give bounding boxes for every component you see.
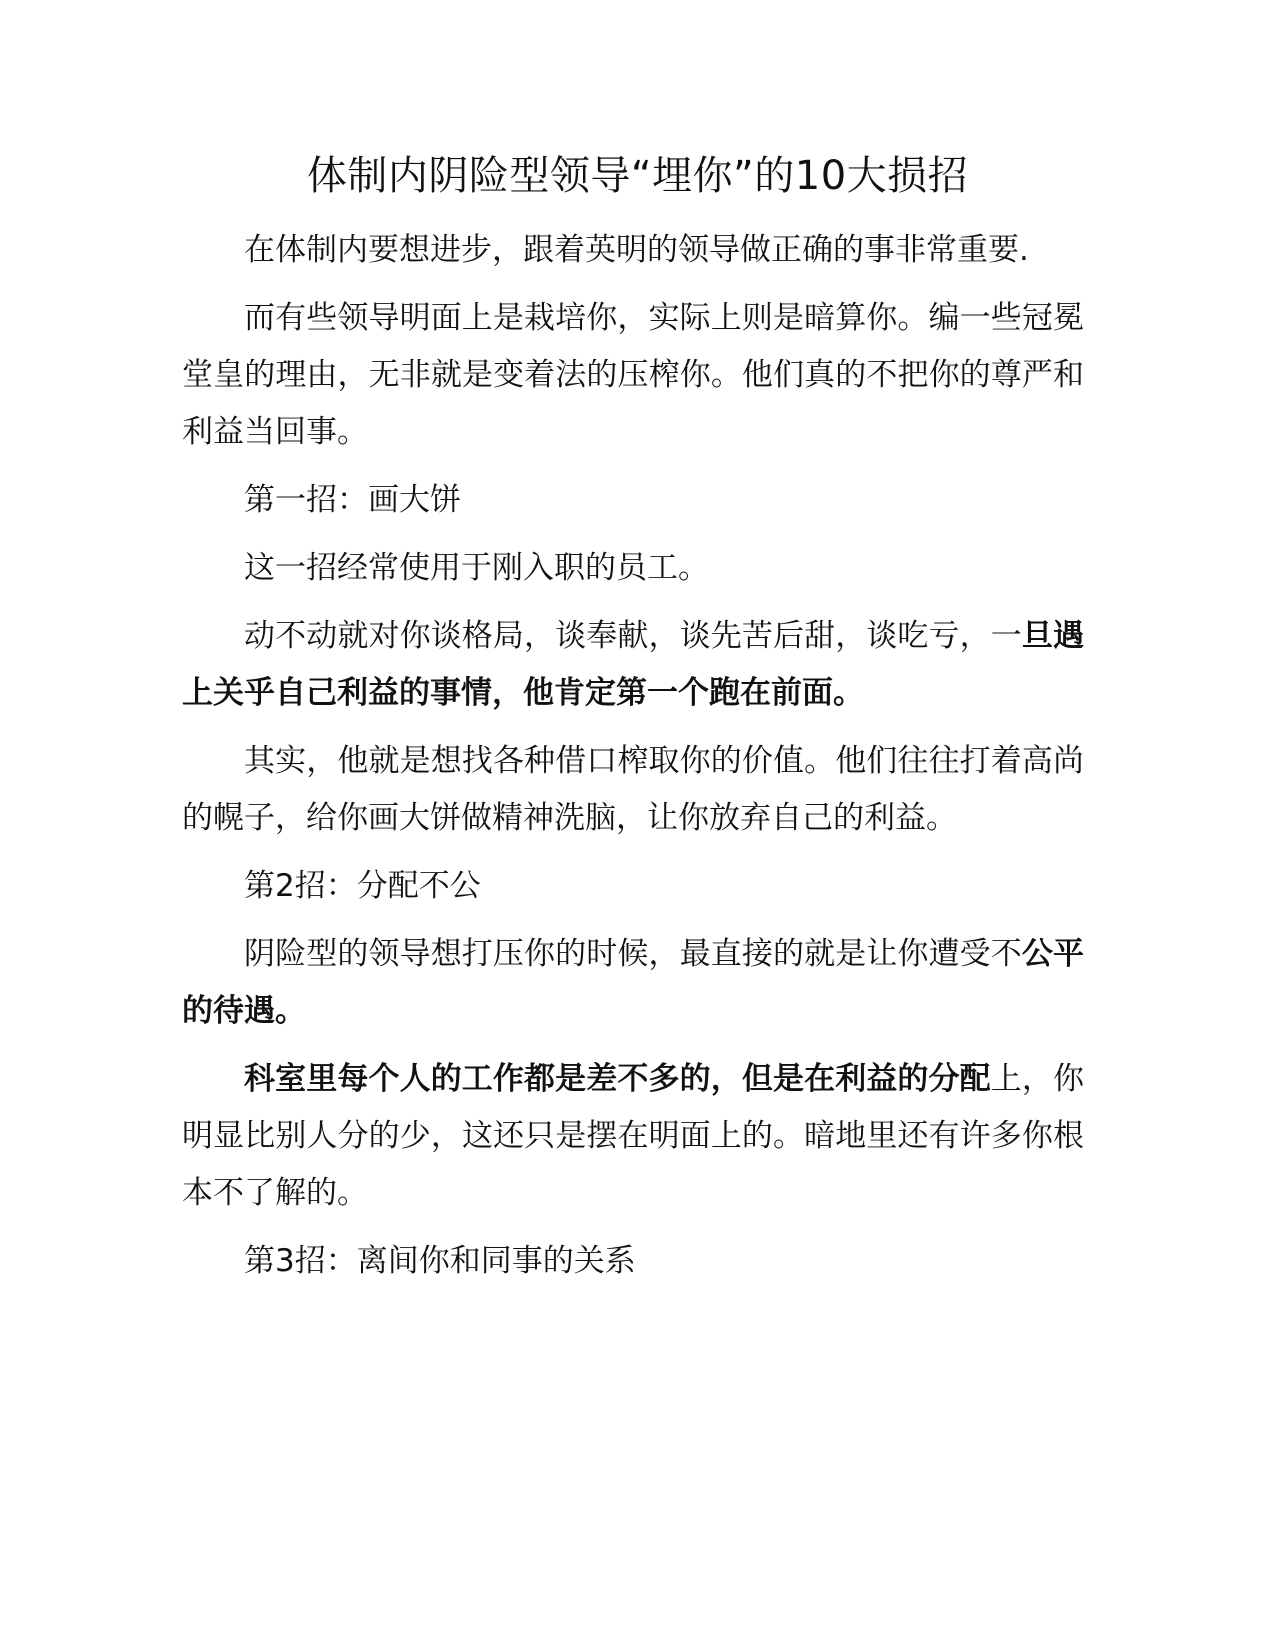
paragraph-2a-bold: 公平的待遇。 [182, 936, 1085, 1029]
paragraph-1b-normal: 动不动就对你谈格局，谈奉献，谈先苦后甜，谈吃亏，一 [244, 618, 1022, 654]
paragraph-1c: 其实，他就是想找各种借口榨取你的价值。他们往往打着高尚的幌子，给你画大饼做精神洗脑，让你放弃自己的利益。 [182, 743, 1084, 836]
paragraph-1b [182, 608, 1084, 722]
paragraph-1a: 这一招经常使用于刚入职的员工。 [244, 550, 709, 586]
section-heading-3: 第3招：离间你和同事的关系 [244, 1243, 636, 1279]
section-heading-2: 第2招：分配不公 [244, 868, 481, 904]
document-body [182, 222, 1084, 1301]
paragraph-2b [182, 1051, 1084, 1222]
paragraph-2a [182, 926, 1084, 1040]
paragraph-2b-normal: 上，你明显比别人分的少，这还只是摆在明面上的。暗地里还有许多你根本不了解的。 [182, 1061, 1085, 1211]
paragraph-intro: 在体制内要想进步，跟着英明的领导做正确的事非常重要. [244, 232, 1029, 268]
section-heading-1: 第一招：画大饼 [244, 482, 461, 518]
document-title: 体制内阴险型领导“埋你”的10大损招 [306, 153, 969, 199]
paragraph-1b-bold: 旦遇上关乎自己利益的事情，他肯定第一个跑在前面。 [182, 618, 1085, 711]
paragraph-2a-normal: 阴险型的领导想打压你的时候，最直接的就是让你遭受不 [244, 936, 1022, 972]
paragraph-2b-bold: 科室里每个人的工作都是差不多的，但是在利益的分配 [244, 1061, 991, 1097]
paragraph-context: 而有些领导明面上是栽培你，实际上则是暗算你。编一些冠冕堂皇的理由，无非就是变着法的压榨你。他们真的不把你的尊严和利益当回事。 [182, 300, 1084, 450]
